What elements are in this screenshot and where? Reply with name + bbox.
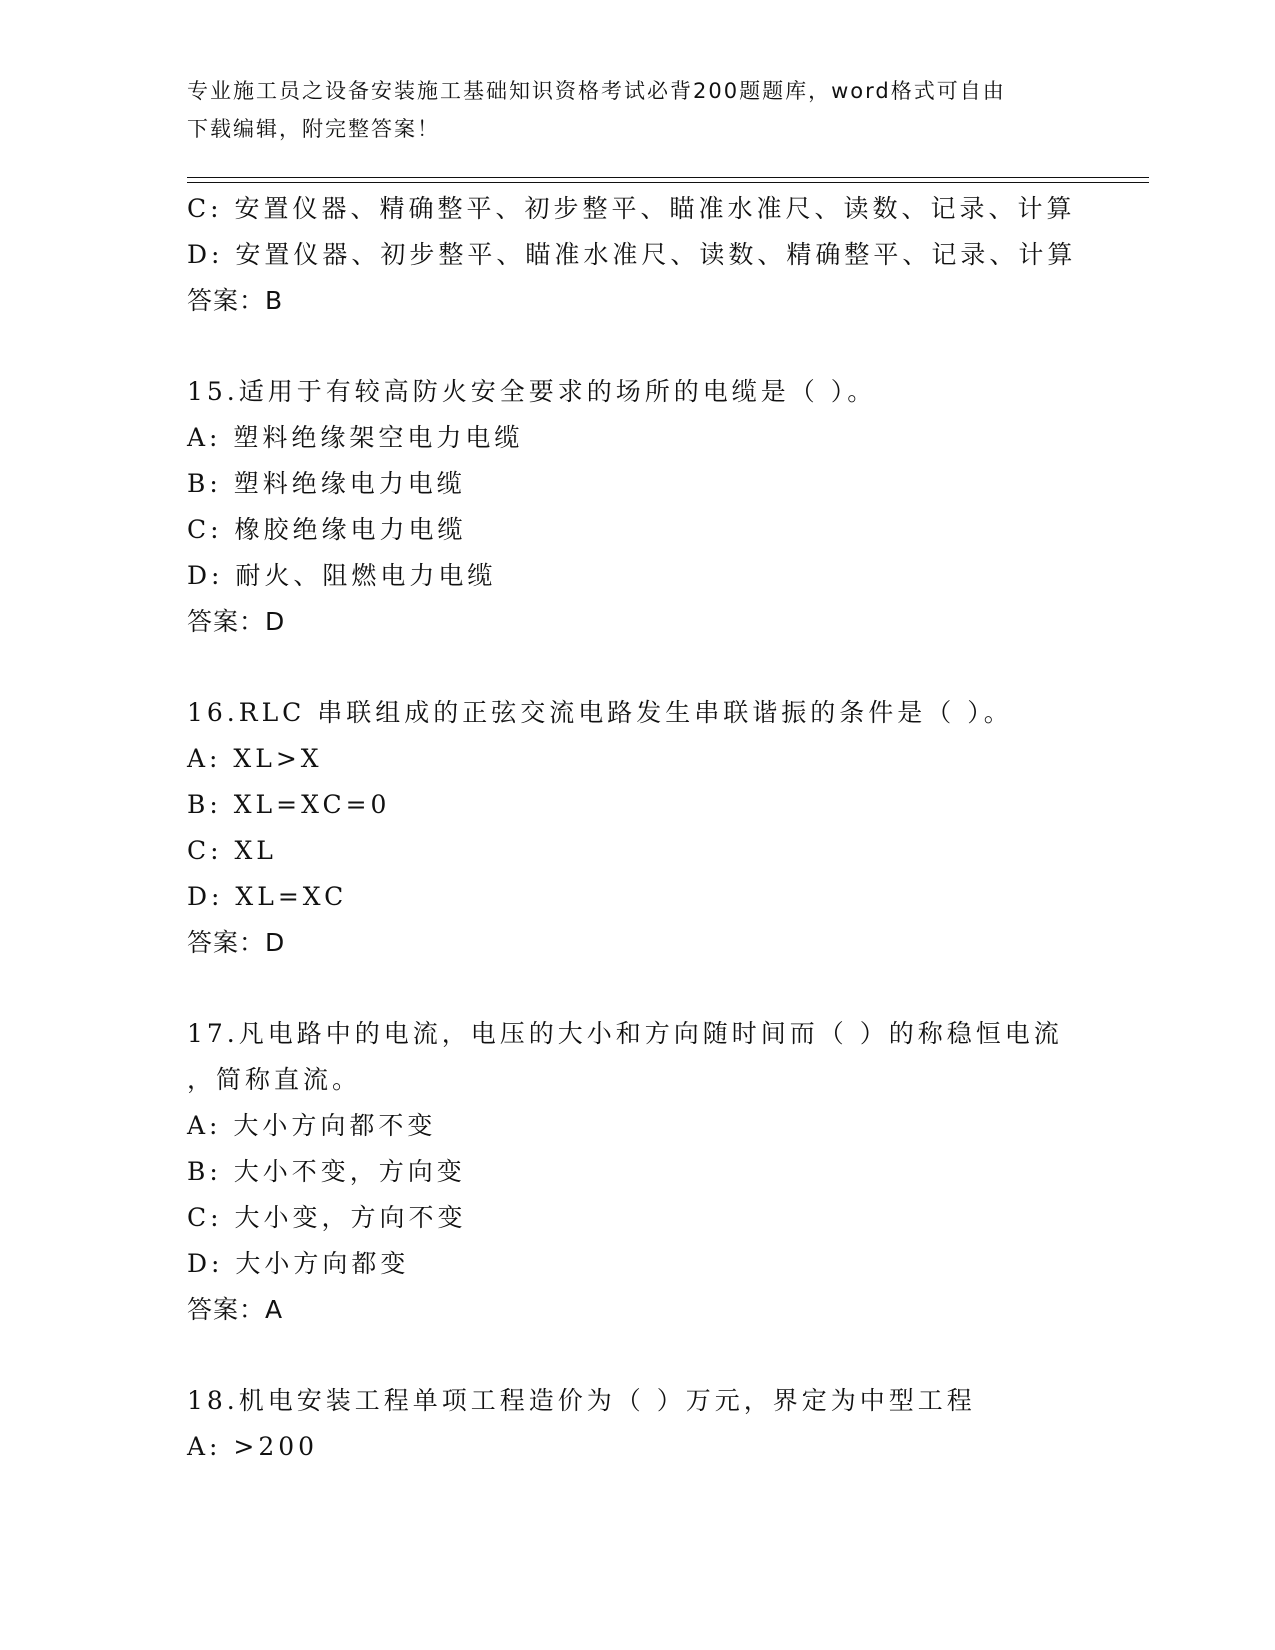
spacer — [187, 1333, 1087, 1378]
question-block-16 — [187, 690, 1087, 966]
option-c: C: XL — [187, 836, 277, 865]
question-text: 15.适用于有较高防火安全要求的场所的电缆是（ ）。 — [187, 377, 877, 406]
answer-line: 答案：B — [187, 286, 284, 315]
option-c: C: 大小变，方向不变 — [187, 1203, 467, 1232]
question-text: 18.机电安装工程单项工程造价为（ ）万元，界定为中型工程 — [187, 1386, 976, 1415]
question-list — [187, 186, 1087, 1470]
option-b: B: 大小不变，方向变 — [187, 1157, 466, 1186]
option-d: D: 安置仪器、初步整平、瞄准水准尺、读数、精确整平、记录、计算 — [187, 240, 1077, 269]
option-a: A: >200 — [187, 1432, 319, 1461]
question-block-15 — [187, 369, 1087, 645]
option-c: C: 橡胶绝缘电力电缆 — [187, 515, 467, 544]
option-d: D: 耐火、阻燃电力电缆 — [187, 561, 497, 590]
spacer — [187, 645, 1087, 690]
option-c: C: 安置仪器、精确整平、初步整平、瞄准水准尺、读数、记录、计算 — [187, 194, 1076, 223]
answer-line: 答案：D — [187, 928, 286, 957]
question-text: 16.RLC 串联组成的正弦交流电路发生串联谐振的条件是（ ）。 — [187, 698, 1013, 727]
header-rule-bottom — [187, 182, 1149, 183]
question-text-continued: ，简称直流。 — [187, 1065, 362, 1094]
question-block-17 — [187, 1011, 1087, 1333]
answer-line: 答案：A — [187, 1295, 284, 1324]
question-block-18 — [187, 1378, 1087, 1470]
answer-line: 答案：D — [187, 607, 286, 636]
header-line-1: 专业施工员之设备安装施工基础知识资格考试必背200题题库，word格式可自由 — [187, 79, 1006, 103]
option-d: D: XL=XC — [187, 882, 348, 911]
option-a: A: XL>X — [187, 744, 323, 773]
question-block-14 — [187, 186, 1087, 324]
question-text: 17.凡电路中的电流，电压的大小和方向随时间而（ ）的称稳恒电流 — [187, 1019, 1063, 1048]
option-a: A: 大小方向都不变 — [187, 1111, 437, 1140]
option-d: D: 大小方向都变 — [187, 1249, 410, 1278]
option-a: A: 塑料绝缘架空电力电缆 — [187, 423, 524, 452]
spacer — [187, 324, 1087, 369]
document-header — [187, 72, 1067, 148]
header-rule-top — [187, 177, 1149, 178]
spacer — [187, 966, 1087, 1011]
option-b: B: XL=XC=0 — [187, 790, 391, 819]
header-line-2: 下载编辑，附完整答案！ — [187, 117, 440, 141]
option-b: B: 塑料绝缘电力电缆 — [187, 469, 466, 498]
